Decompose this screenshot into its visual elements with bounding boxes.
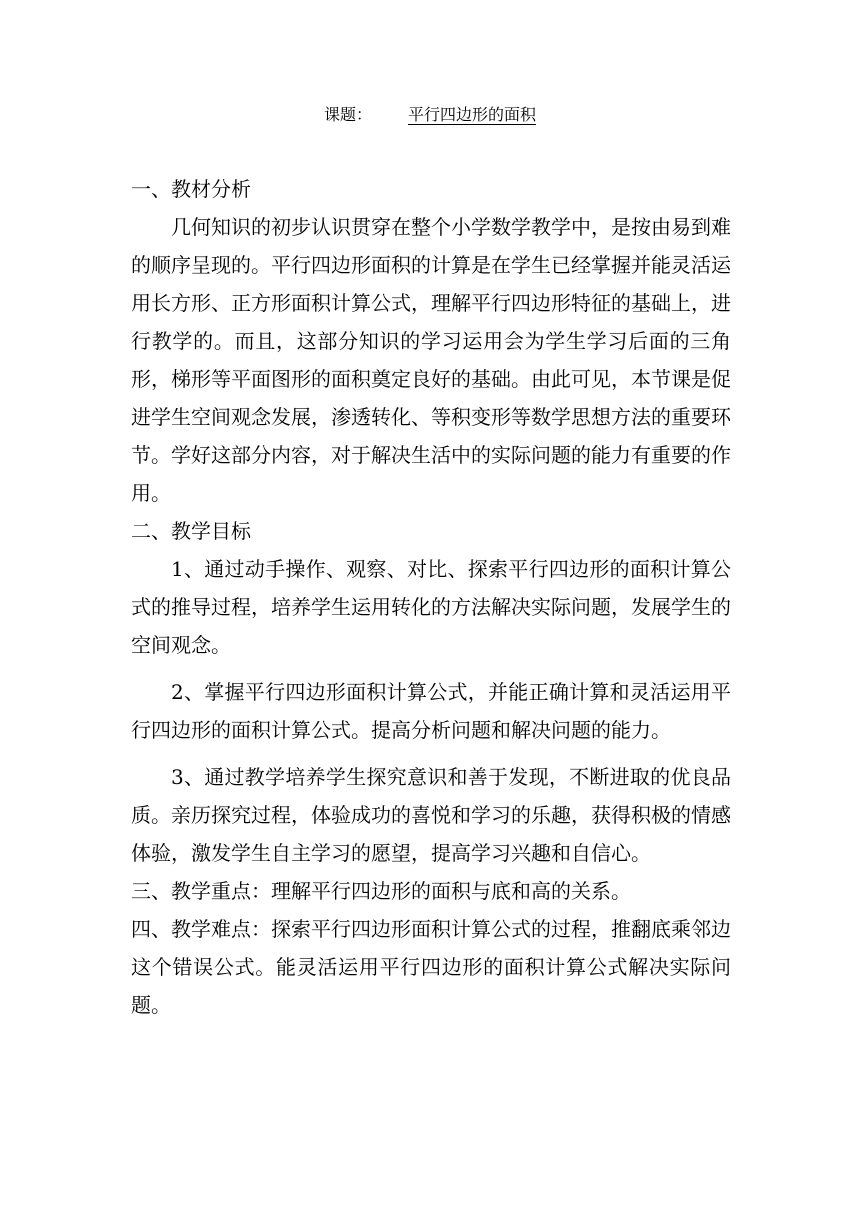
lesson-title: [0, 100, 860, 130]
section-heading-teaching-goals: 二、教学目标: [131, 519, 251, 543]
title-prefix: 课题：: [323, 105, 372, 124]
section-heading-textbook-analysis: 一、教材分析: [131, 177, 251, 201]
teaching-goal-2: 2、掌握平行四边形面积计算公式，并能正确计算和灵活运用平行四边形的面积计算公式。提高分析问题和解决问题的能力。: [131, 680, 731, 742]
section-teaching-difficulty: 四、教学难点：探索平行四边形面积计算公式的过程，推翻底乘邻边这个错误公式。能灵活运用平行四边形的面积计算公式解决实际问题。: [131, 917, 731, 1017]
textbook-analysis-paragraph: 几何知识的初步认识贯穿在整个小学数学教学中，是按由易到难的顺序呈现的。平行四边形面积的计算是在学生已经掌握并能灵活运用长方形、正方形面积计算公式，理解平行四边形特征的基础上，进行教学的。而且，这部分知识的学习运用会为学生学习后面的三角形，梯形等平面图形的面积奠定良好的基础。由此可见，本节课是促进学生空间观念发展，渗透转化、等积变形等数学思想方法的重要环节。学好这部分内容，对于解决生活中的实际问题的能力有重要的作用。: [131, 215, 731, 505]
document-body: [131, 170, 731, 1024]
title-topic: 平行四边形的面积: [408, 105, 537, 124]
teaching-goal-3: 3、通过教学培养学生探究意识和善于发现，不断进取的优良品质。亲历探究过程，体验成功的喜悦和学习的乐趣，获得积极的情感体验，激发学生自主学习的愿望，提高学习兴趣和自信心。: [131, 765, 731, 865]
teaching-goal-1: 1、通过动手操作、观察、对比、探索平行四边形的面积计算公式的推导过程，培养学生运用转化的方法解决实际问题，发展学生的空间观念。: [131, 557, 731, 657]
section-teaching-focus: 三、教学重点：理解平行四边形的面积与底和高的关系。: [131, 879, 631, 903]
